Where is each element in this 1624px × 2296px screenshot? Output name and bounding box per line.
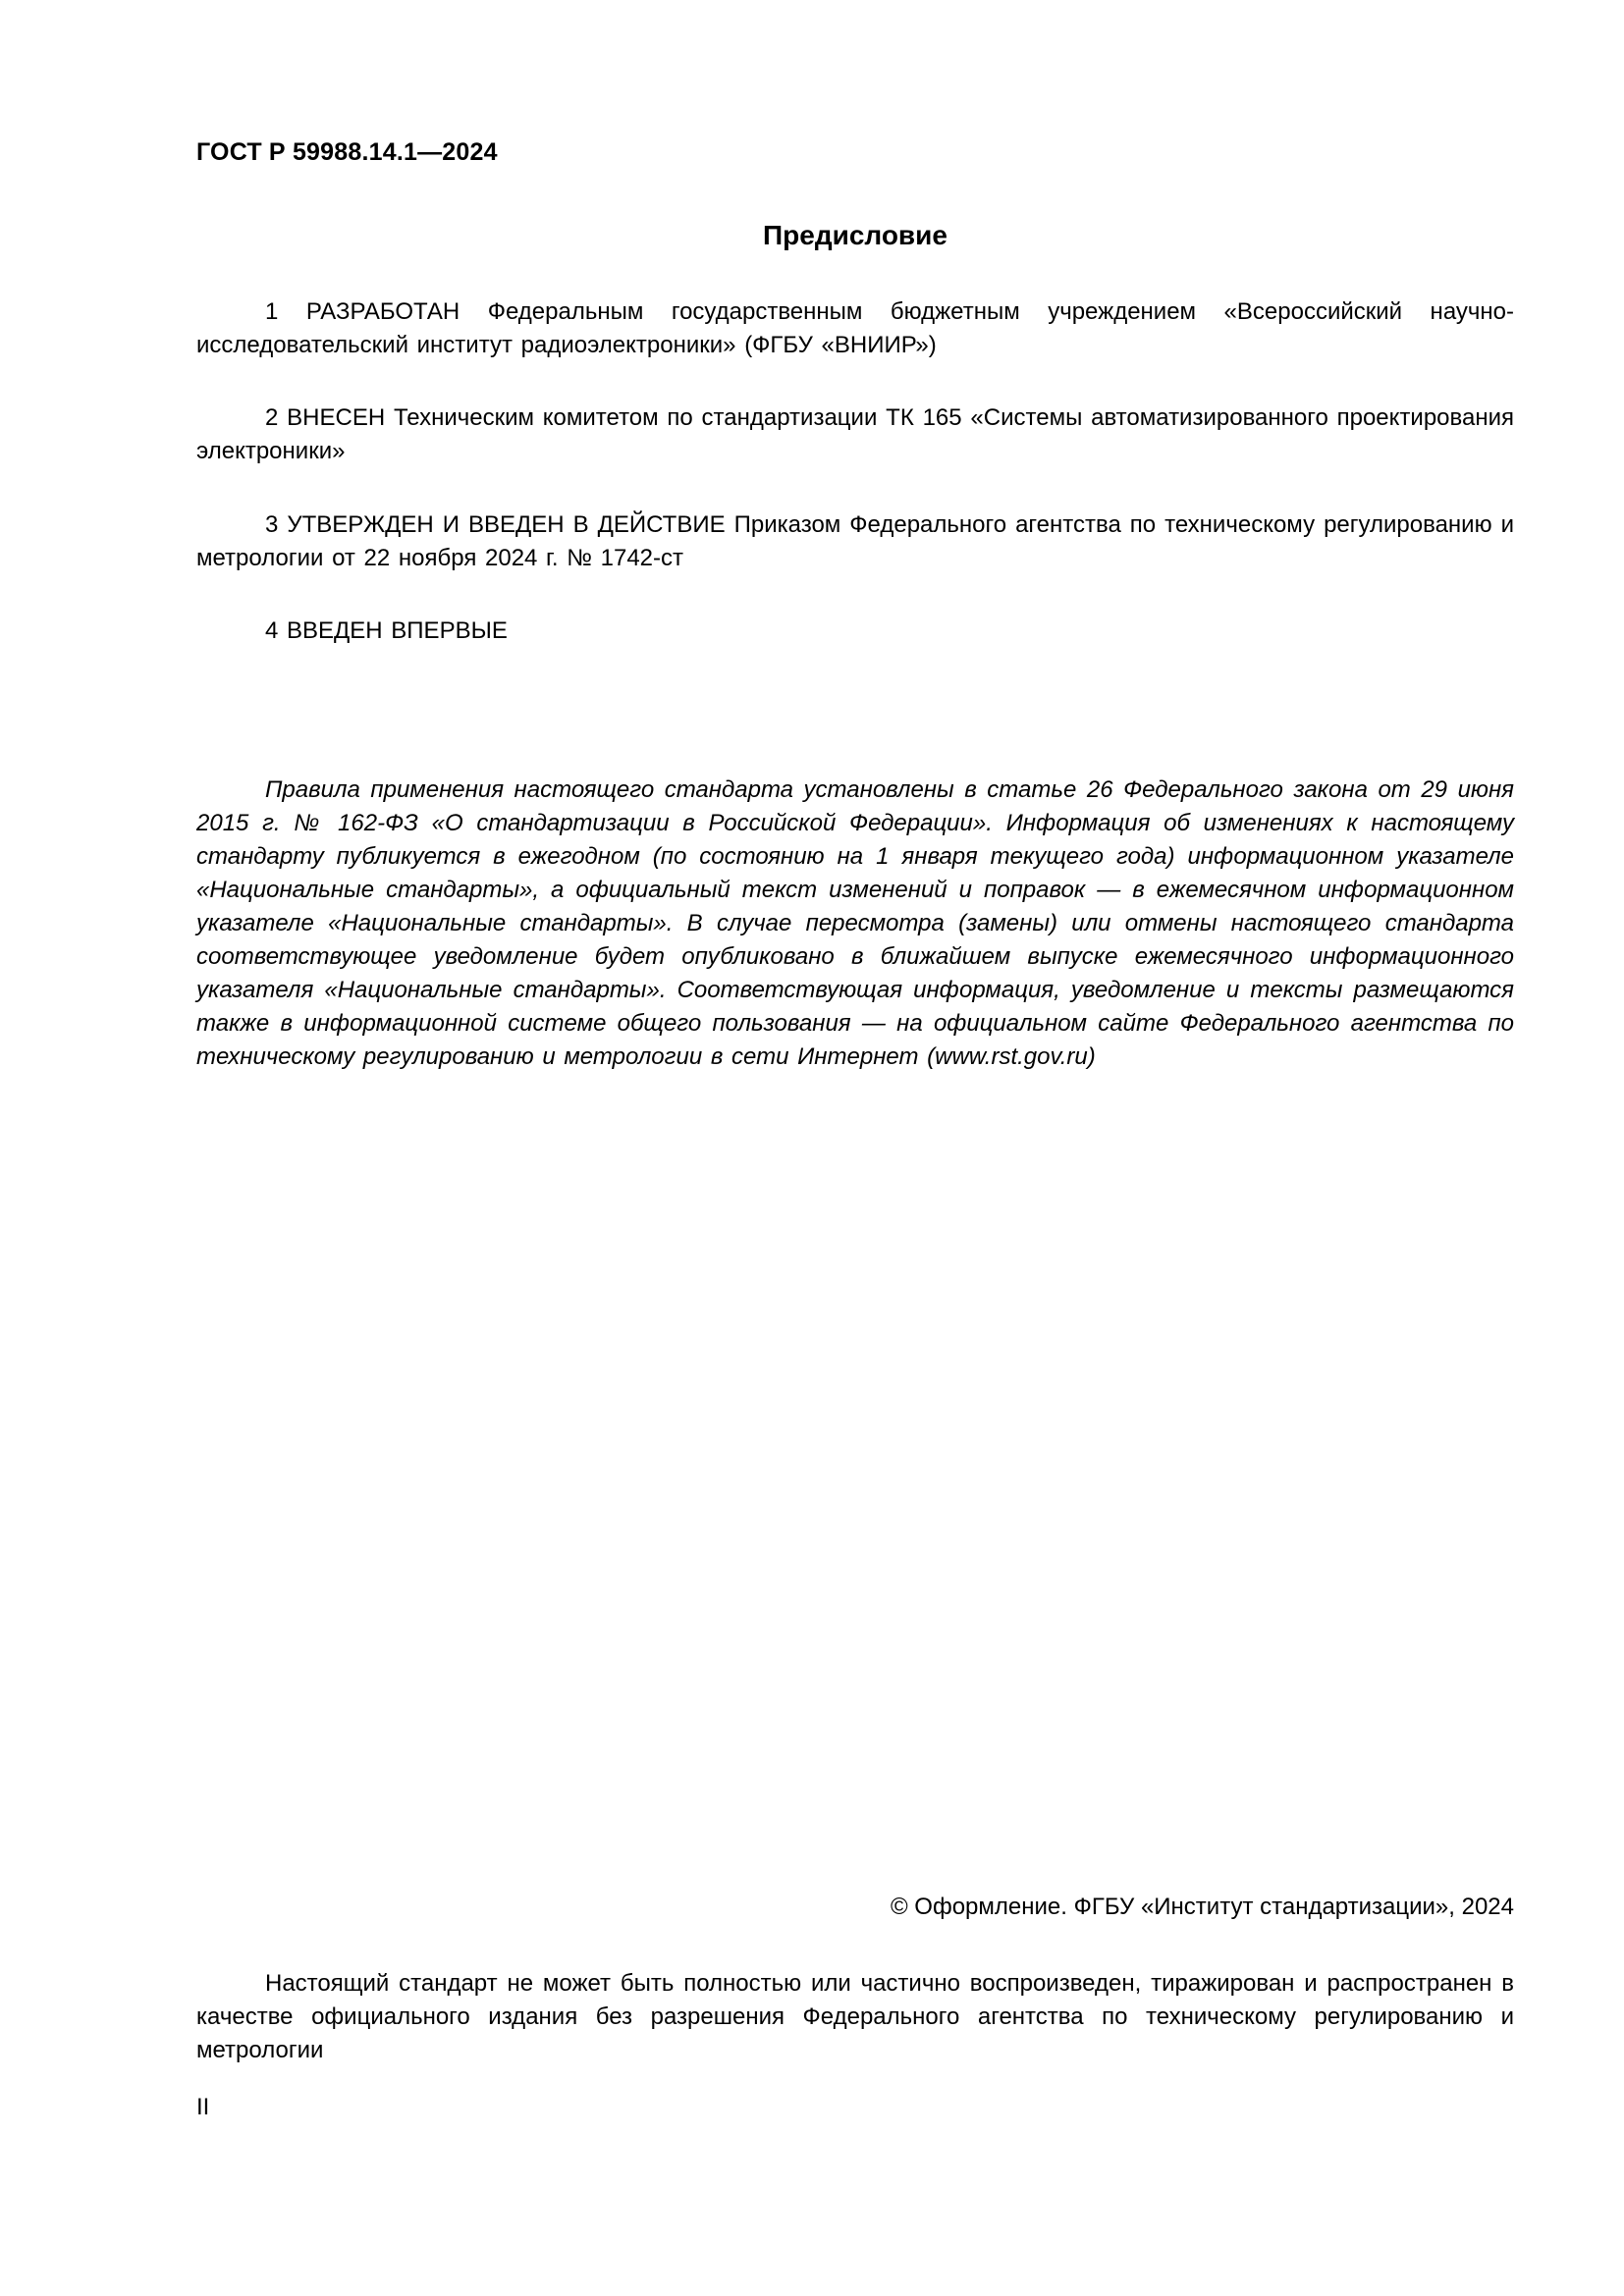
- foreword-item-developed: 1 РАЗРАБОТАН Федеральным государственным бюджетным учреждением «Всероссийский научно-исследовательский институт радиоэлектроники» (ФГБУ «ВНИИР»): [196, 298, 1514, 359]
- foreword-item-approved: 3 УТВЕРЖДЕН И ВВЕДЕН В ДЕЙСТВИЕ Приказом Федерального агентства по техническому регулированию и метрологии от 22 ноября 2024 г. № 1742-ст: [196, 510, 1514, 571]
- document-designation: ГОСТ Р 59988.14.1—2024: [196, 138, 498, 166]
- reproduction-notice: Настоящий стандарт не может быть полностью или частично воспроизведен, тиражирован и распространен в качестве официального издания без разрешения Федерального агентства по техническому регулированию и метрологии: [196, 1969, 1514, 2063]
- page-number: II: [196, 2093, 210, 2120]
- foreword-item-submitted: 2 ВНЕСЕН Техническим комитетом по стандартизации ТК 165 «Системы автоматизированного проектирования электроники»: [196, 404, 1514, 465]
- foreword-item-introduced: 4 ВВЕДЕН ВПЕРВЫЕ: [265, 616, 508, 644]
- application-rules-paragraph: Правила применения настоящего стандарта установлены в статье 26 Федерального закона от 29 июня 2015 г. № 162-ФЗ «О стандартизации в Российской Федерации». Информация об изменениях к настоящему стандарту публикуется в ежегодном (по состоянию на 1 января текущего года) информационном указателе «Национальные стандарты», а официальный текст изменений и поправок — в ежемесячном информационном указателе «Национальные стандарты». В случае пересмотра (замены) или отмены настоящего стандарта соответствующее уведомление будет опубликовано в ближайшем выпуске ежемесячного информационного указателя «Национальные стандарты». Соответствующая информация, уведомление и тексты размещаются также в информационной системе общего пользования — на официальном сайте Федерального агентства по техническому регулированию и метрологии в сети Интернет (www.rst.gov.ru): [196, 775, 1514, 1071]
- copyright-line: © Оформление. ФГБУ «Институт стандартизации», 2024: [890, 1893, 1514, 1920]
- page-title: Предисловие: [763, 219, 947, 250]
